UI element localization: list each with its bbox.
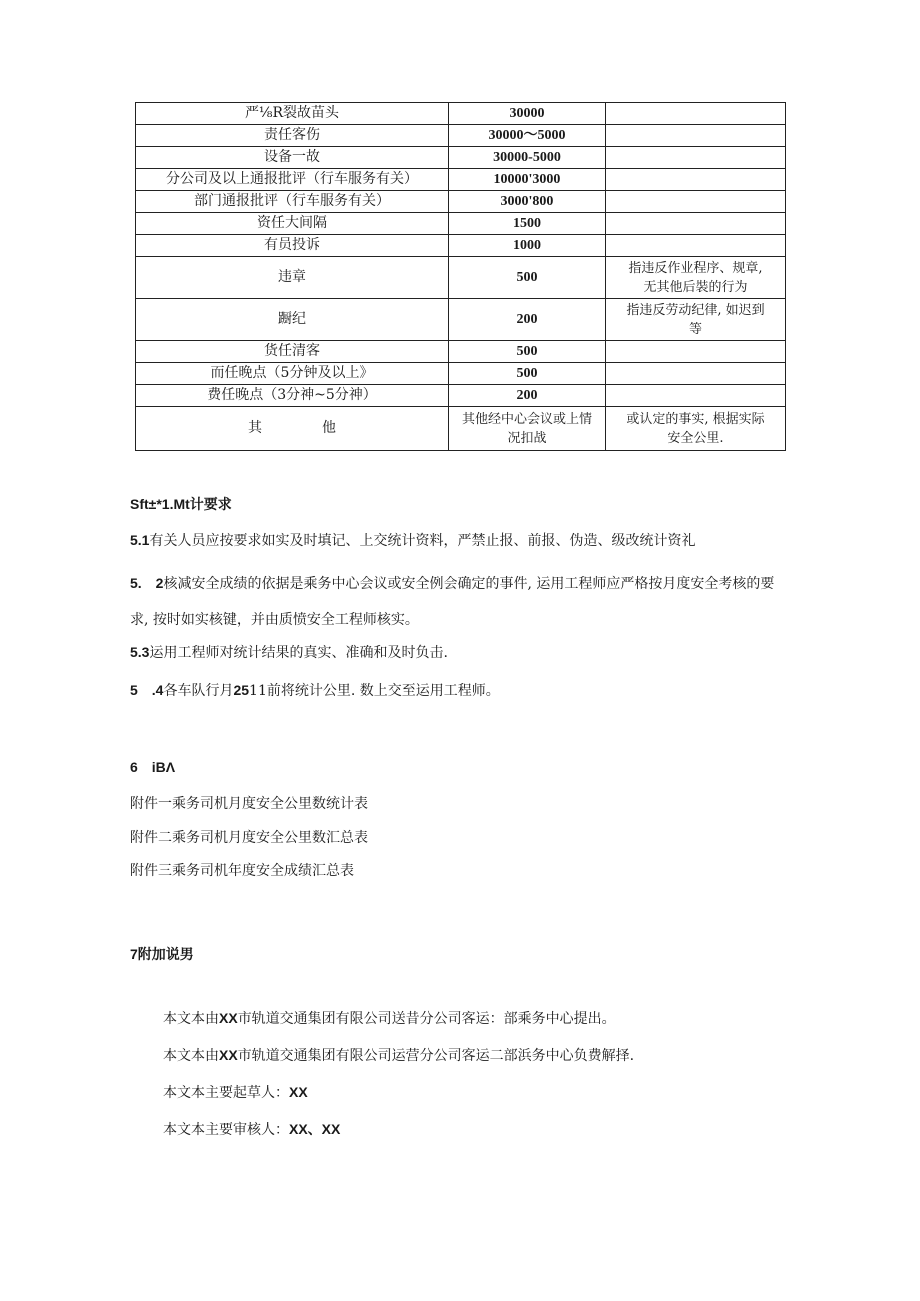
amount-cell: 500	[449, 257, 606, 299]
item-text: 其	[248, 420, 262, 436]
note-line	[163, 1004, 823, 1033]
table-row	[136, 235, 786, 257]
amount-cell: 500	[449, 341, 606, 363]
section5-paragraph	[130, 526, 790, 555]
note-cell	[606, 213, 786, 235]
note-line	[163, 1115, 823, 1144]
note-text: 本文本主要审核人：	[163, 1122, 289, 1138]
item-cell: 设备一故	[136, 147, 449, 169]
note-text: 市轨道交通集团有限公司运营分公司客运二部浜务中心负费解择.	[237, 1048, 635, 1064]
note-emph: XX	[289, 1084, 308, 1100]
amount-cell: 30000	[449, 103, 606, 125]
note-cell	[606, 235, 786, 257]
section5-heading: Sft±*1.Mt计要求	[130, 496, 232, 512]
note-cell	[606, 341, 786, 363]
attachment-item: 附件三乘务司机年度安全成绩汇总表	[130, 863, 354, 879]
amount-cell: 30000～5000	[449, 125, 606, 147]
para-text: 核减安全成绩的依据是乘务中心会议或安全例会确定的事件, 运用工程师应严格按月度安全考核的要求, 按时如实核键，并由质愤安全工程师核实。	[130, 576, 775, 628]
table-row	[136, 191, 786, 213]
note-cell	[606, 191, 786, 213]
note-emph: XX	[219, 1010, 238, 1026]
note-cell	[606, 103, 786, 125]
section6-heading: 6 iBΛ	[130, 759, 176, 775]
amount-cell: 500	[449, 363, 606, 385]
note-cell	[606, 363, 786, 385]
table-row	[136, 213, 786, 235]
amount-cell: 30000-5000	[449, 147, 606, 169]
note-cell	[606, 169, 786, 191]
note-cell	[606, 407, 786, 451]
item-cell: 部门通报批评（行车服务有关）	[136, 191, 449, 213]
table-row	[136, 257, 786, 299]
table-row	[136, 363, 786, 385]
section5-paragraph	[130, 676, 790, 705]
para-text: 有关人员应按要求如实及时填记、上交统计资料，严禁止报、前报、伪造、级改统计资礼	[149, 533, 696, 549]
item-text: 他	[322, 420, 336, 436]
section5-paragraph	[130, 565, 790, 638]
note-line: 或认定的事实, 根据实际	[626, 411, 765, 427]
item-cell: 违章	[136, 257, 449, 299]
amount-cell: 10000'3000	[449, 169, 606, 191]
note-cell	[606, 125, 786, 147]
note-line: 无其他后裝的行为	[643, 279, 748, 295]
table-row	[136, 341, 786, 363]
item-cell: 分公司及以上通报批评（行车服务有关）	[136, 169, 449, 191]
note-cell	[606, 257, 786, 299]
note-cell	[606, 299, 786, 341]
amount-cell: 200	[449, 299, 606, 341]
note-line: 安全公里.	[667, 430, 724, 446]
amount-cell: 3000'800	[449, 191, 606, 213]
table-row	[136, 169, 786, 191]
note-line: 等	[688, 321, 702, 337]
para-text: 运用工程师对统计结果的真实、准确和及时负击.	[149, 645, 448, 661]
item-cell: 货任清客	[136, 341, 449, 363]
amount-line: 况扣战	[507, 430, 547, 446]
note-text: 本文本由	[163, 1048, 219, 1064]
note-emph: XX	[219, 1047, 238, 1063]
section7-heading: 7附加说男	[130, 946, 194, 962]
item-cell	[136, 407, 449, 451]
item-cell: 有员投诉	[136, 235, 449, 257]
item-cell: 资任大间隔	[136, 213, 449, 235]
amount-cell	[449, 407, 606, 451]
para-text: 11前将统计公里. 数上交至运用工程师。	[249, 683, 500, 699]
item-cell: 责任客伤	[136, 125, 449, 147]
para-number: 25	[233, 682, 250, 698]
note-cell	[606, 385, 786, 407]
attachment-item: 附件一乘务司机月度安全公里数统计表	[130, 796, 368, 812]
item-cell: 严⅛R裂故苗头	[136, 103, 449, 125]
note-text: 本文本由	[163, 1011, 219, 1027]
note-cell	[606, 147, 786, 169]
note-text: 本文本主要起草人：	[163, 1085, 289, 1101]
item-cell: 蹰纪	[136, 299, 449, 341]
amount-cell: 1500	[449, 213, 606, 235]
table-row	[136, 299, 786, 341]
table-row-other	[136, 407, 786, 451]
para-number: 5. 2	[130, 575, 164, 591]
amount-line: 其他经中心会议或上情	[461, 411, 592, 427]
item-cell: 而任晚点（5分钟及以上》	[136, 363, 449, 385]
table-row	[136, 147, 786, 169]
amount-cell: 200	[449, 385, 606, 407]
para-number: 5 .4	[130, 682, 164, 698]
note-line: 指违反劳动纪律, 如迟到	[626, 302, 765, 318]
para-number: 5.3	[130, 644, 150, 660]
para-number: 5.1	[130, 532, 150, 548]
note-text: 市轨道交通集团有限公司送昔分公司客运：部乘务中心提出。	[237, 1011, 616, 1027]
amount-cell: 1000	[449, 235, 606, 257]
table-row	[136, 125, 786, 147]
item-cell: 费任晚点（3分神~5分神）	[136, 385, 449, 407]
deduction-table	[135, 102, 786, 451]
table-row	[136, 103, 786, 125]
note-line	[163, 1078, 823, 1107]
note-line: 指违反作业程序、规章,	[628, 260, 763, 276]
note-line	[163, 1041, 823, 1070]
table-row	[136, 385, 786, 407]
para-text: 各车队行月	[163, 683, 234, 699]
section5-paragraph	[130, 638, 790, 667]
attachment-item: 附件二乘务司机月度安全公里数汇总表	[130, 830, 368, 846]
note-emph: XX、XX	[289, 1121, 341, 1137]
